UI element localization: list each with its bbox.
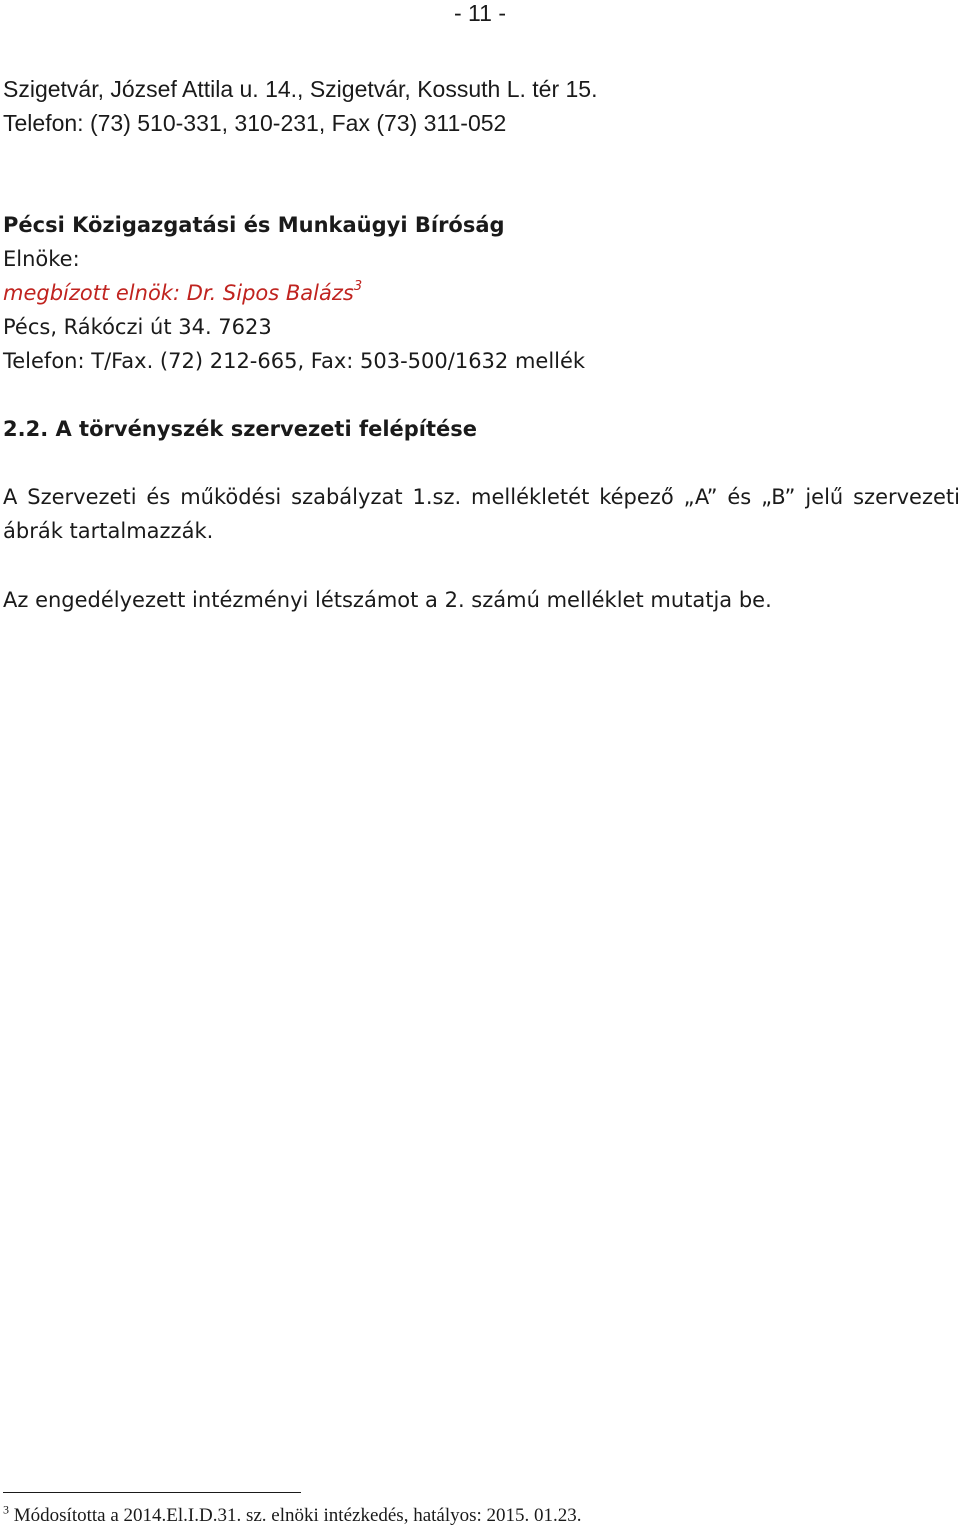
section-heading: 2.2. A törvényszék szervezeti felépítése — [3, 417, 478, 441]
footnote — [3, 1503, 582, 1529]
court-address: Pécs, Rákóczi út 34. 7623 — [3, 315, 272, 339]
footnote-divider — [3, 1492, 301, 1493]
president-label: Elnöke: — [3, 247, 80, 271]
page-number: - 11 - — [454, 0, 506, 26]
footnote-number: 3 — [3, 1502, 9, 1517]
court-phone: Telefon: T/Fax. (72) 212-665, Fax: 503-500/1632 mellék — [3, 349, 586, 373]
court-name: Pécsi Közigazgatási és Munkaügyi Bíróság — [3, 213, 505, 237]
president-name: megbízott elnök: Dr. Sipos Balázs — [3, 281, 354, 305]
address-line-2: Telefon: (73) 510-331, 310-231, Fax (73) 311-052 — [3, 110, 507, 136]
address-line-1: Szigetvár, József Attila u. 14., Szigetvár, Kossuth L. tér 15. — [3, 76, 598, 102]
section-paragraph-2: Az engedélyezett intézményi létszámot a 2. számú melléklet mutatja be. — [3, 588, 772, 612]
president-line — [3, 279, 362, 307]
footnote-text: Módosította a 2014.El.I.D.31. sz. elnöki intézkedés, hatályos: 2015. 01.23. — [13, 1505, 582, 1526]
footnote-reference[interactable]: 3 — [353, 279, 363, 294]
section-paragraph-1: A Szervezeti és működési szabályzat 1.sz. mellékletét képező „A” és „B” jelű szervezeti ábrák tartalmazzák. — [3, 485, 960, 543]
